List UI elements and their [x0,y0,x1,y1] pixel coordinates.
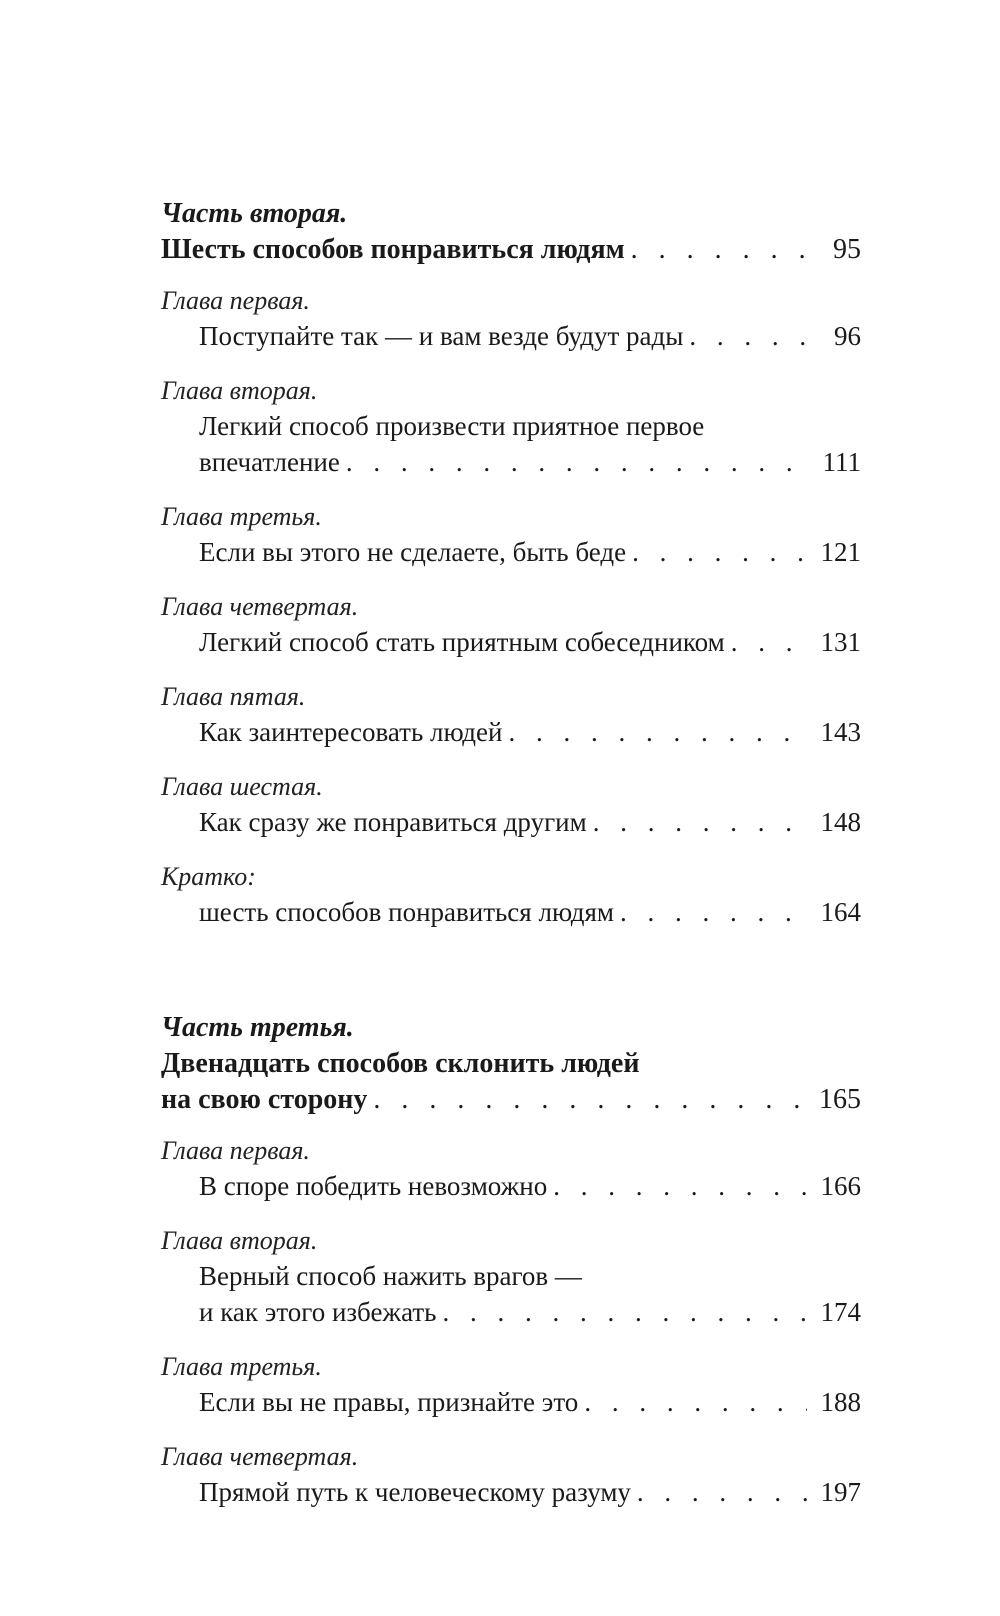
chapter-label: Глава третья. [161,502,322,531]
part-title-text-continued: на свою сторону [161,1084,368,1115]
part-title [161,1046,861,1118]
toc-entry-line [199,1384,861,1420]
dot-leader [731,624,807,660]
chapter-label: Глава первая. [161,286,310,315]
toc-entry-line [199,714,861,750]
chapter-entry[interactable] [161,1350,861,1420]
toc-entry-line[interactable] [161,1082,861,1118]
chapter-label: Глава пятая. [161,682,306,711]
toc-entry-line [199,1168,861,1204]
chapter-title: Поступайте так — и вам везде будут рады [199,321,684,351]
part-title-text: Двенадцать способов склонить людей [161,1048,640,1079]
part-section [161,196,861,930]
chapter-title-continued: и как этого избежать [199,1297,437,1327]
chapter-title: Если вы не правы, признайте это [199,1387,579,1417]
chapter-entry[interactable] [161,500,861,570]
page-number: 197 [820,1477,861,1507]
chapter-title: Если вы этого не сделаете, быть беде [199,537,627,567]
chapter-label: Глава вторая. [161,1226,318,1255]
dot-leader [584,1384,806,1420]
page-number: 95 [833,234,861,265]
chapter-entry[interactable] [161,590,861,660]
dot-leader [620,894,807,930]
table-of-contents [161,196,861,1530]
chapter-title: Прямой путь к человеческому разуму [199,1477,631,1507]
page-number: 164 [820,897,861,927]
chapter-title: Легкий способ произвести приятное первое [199,411,705,441]
dot-leader [637,1474,807,1510]
page-number: 111 [822,447,861,477]
chapter-label: Глава четвертая. [161,1442,359,1471]
page-number: 121 [820,537,861,567]
dot-leader [553,1168,806,1204]
dot-leader [631,232,807,268]
toc-entry-line [199,444,861,480]
chapter-entry[interactable] [161,770,861,840]
chapter-title: Легкий способ стать приятным собеседником [199,627,725,657]
dot-leader [593,804,807,840]
summary-label: Кратко: [161,862,256,891]
page-number: 174 [820,1297,861,1327]
page-number: 96 [834,321,861,351]
page-number: 188 [820,1387,861,1417]
part-title [161,232,861,268]
chapter-entry[interactable] [161,284,861,354]
chapter-title-continued: впечатление [199,447,340,477]
toc-entry-line [199,624,861,660]
dot-leader [373,1082,805,1118]
chapter-title: Верный способ нажить врагов — [199,1261,582,1291]
page-number: 148 [820,807,861,837]
chapter-title: Как заинтересовать людей [199,717,503,747]
toc-entry-line[interactable] [161,232,861,268]
chapter-title: В споре победить невозможно [199,1171,548,1201]
toc-entry-line [199,894,861,930]
page-number: 143 [820,717,861,747]
dot-leader [442,1294,806,1330]
toc-entry-line [199,1294,861,1330]
page-number: 165 [819,1084,861,1115]
chapter-entry[interactable] [161,1134,861,1204]
toc-entry-line [199,534,861,570]
dot-leader [508,714,806,750]
part-title-text: Шесть способов понравиться людям [161,234,625,265]
summary-entry[interactable] [161,860,861,930]
page-number: 166 [820,1171,861,1201]
summary-title: шесть способов понравиться людям [199,897,614,927]
chapter-label: Глава шестая. [161,772,323,801]
part-label: Часть третья. [161,1012,354,1043]
part-label: Часть вторая. [161,198,348,229]
toc-entry-line [199,1474,861,1510]
part-section [161,1010,861,1510]
chapter-label: Глава вторая. [161,376,318,405]
chapter-label: Глава первая. [161,1136,310,1165]
chapter-label: Глава третья. [161,1352,322,1381]
toc-entry-line [199,318,861,354]
chapter-title: Как сразу же понравиться другим [199,807,587,837]
dot-leader [632,534,806,570]
toc-entry-line [199,804,861,840]
chapter-entry[interactable] [161,1440,861,1510]
dot-leader [689,318,807,354]
chapter-label: Глава четвертая. [161,592,359,621]
page-number: 131 [820,627,861,657]
chapter-entry[interactable] [161,1224,861,1330]
dot-leader [346,444,807,480]
chapter-entry[interactable] [161,374,861,480]
chapter-entry[interactable] [161,680,861,750]
